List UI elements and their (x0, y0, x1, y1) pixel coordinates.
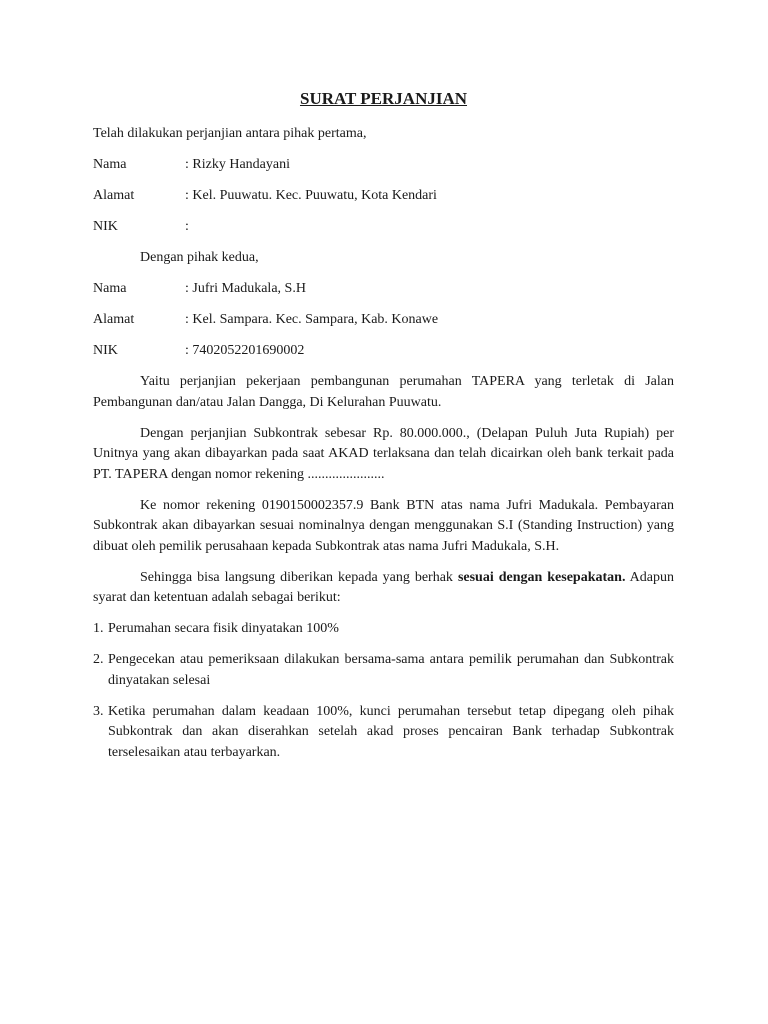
term-number: 1. (93, 621, 104, 636)
subcontract-paragraph: Dengan perjanjian Subkontrak sebesar Rp. 80.000.000., (Delapan Puluh Juta Rupiah) per Unitnya yang akan dibayarkan pada saat AKAD terlaksana dan telah dicairkan oleh bank terkait pada PT. TAPERA dengan nomor rekening ...................... (93, 425, 674, 482)
terms-intro-paragraph (93, 568, 674, 609)
party-two-nik-value: : 7402052201690002 (185, 343, 305, 358)
second-party-intro: Dengan pihak kedua, (140, 250, 259, 265)
terms-intro-post: Adapun syarat dan ketentuan adalah sebagai berikut: (93, 569, 674, 605)
party-one-nik-row (93, 217, 674, 238)
terms-intro-pre: Sehingga bisa langsung diberikan kepada yang berhak (140, 569, 458, 585)
party-one-nik-value: : (185, 219, 189, 234)
term-text: Ketika perumahan dalam keadaan 100%, kunci perumahan tersebut tetap dipegang oleh pihak Subkontrak dan akan diserahkan setelah akad proses pencairan Bank terhadap Subkontrak terselesaikan atau terbayarkan. (108, 703, 674, 760)
intro-text: Telah dilakukan perjanjian antara pihak pertama, (93, 126, 367, 141)
project-paragraph: Yaitu perjanjian pekerjaan pembangunan perumahan TAPERA yang terletak di Jalan Pembangunan dan/atau Jalan Dangga, Di Kelurahan Puuwatu. (93, 374, 674, 410)
party-one-address-row (93, 186, 674, 207)
party-two-address-label: Alamat (93, 312, 135, 327)
party-two-name-value: : Jufri Madukala, S.H (185, 281, 306, 296)
term-number: 3. (93, 703, 104, 719)
party-one-name-value: : Rizky Handayani (185, 157, 290, 172)
document-body (93, 86, 674, 774)
party-one-name-label: Nama (93, 157, 127, 172)
term-item-3 (93, 702, 674, 764)
party-two-nik-label: NIK (93, 343, 118, 358)
term-item-1 (93, 619, 674, 640)
term-text: Perumahan secara fisik dinyatakan 100% (108, 621, 339, 636)
document-title: SURAT PERJANJIAN (299, 89, 468, 108)
party-two-nik-row (93, 341, 674, 362)
party-two-address-value: : Kel. Sampara. Kec. Sampara, Kab. Konawe (185, 312, 439, 327)
term-number: 2. (93, 652, 104, 667)
party-one-address-label: Alamat (93, 188, 135, 203)
terms-intro-bold: sesuai dengan kesepakatan. (457, 569, 626, 585)
term-item-2 (93, 650, 674, 691)
term-text: Pengecekan atau pemeriksaan dilakukan bersama-sama antara pemilik perumahan dan Subkontrak dinyatakan selesai (108, 652, 674, 688)
party-two-address-row (93, 310, 674, 331)
party-one-name-row (93, 155, 674, 176)
party-two-name-row (93, 279, 674, 300)
account-paragraph: Ke nomor rekening 0190150002357.9 Bank BTN atas nama Jufri Madukala. Pembayaran Subkontrak akan dibayarkan sesuai nominalnya dengan menggunakan S.I (Standing Instruction) yang dibuat oleh pemilik perusahaan kepada Subkontrak atas nama Jufri Madukala, S.H. (93, 497, 674, 554)
party-two-name-label: Nama (93, 281, 127, 296)
party-one-address-value: : Kel. Puuwatu. Kec. Puuwatu, Kota Kendari (185, 188, 437, 203)
party-one-nik-label: NIK (93, 219, 118, 234)
